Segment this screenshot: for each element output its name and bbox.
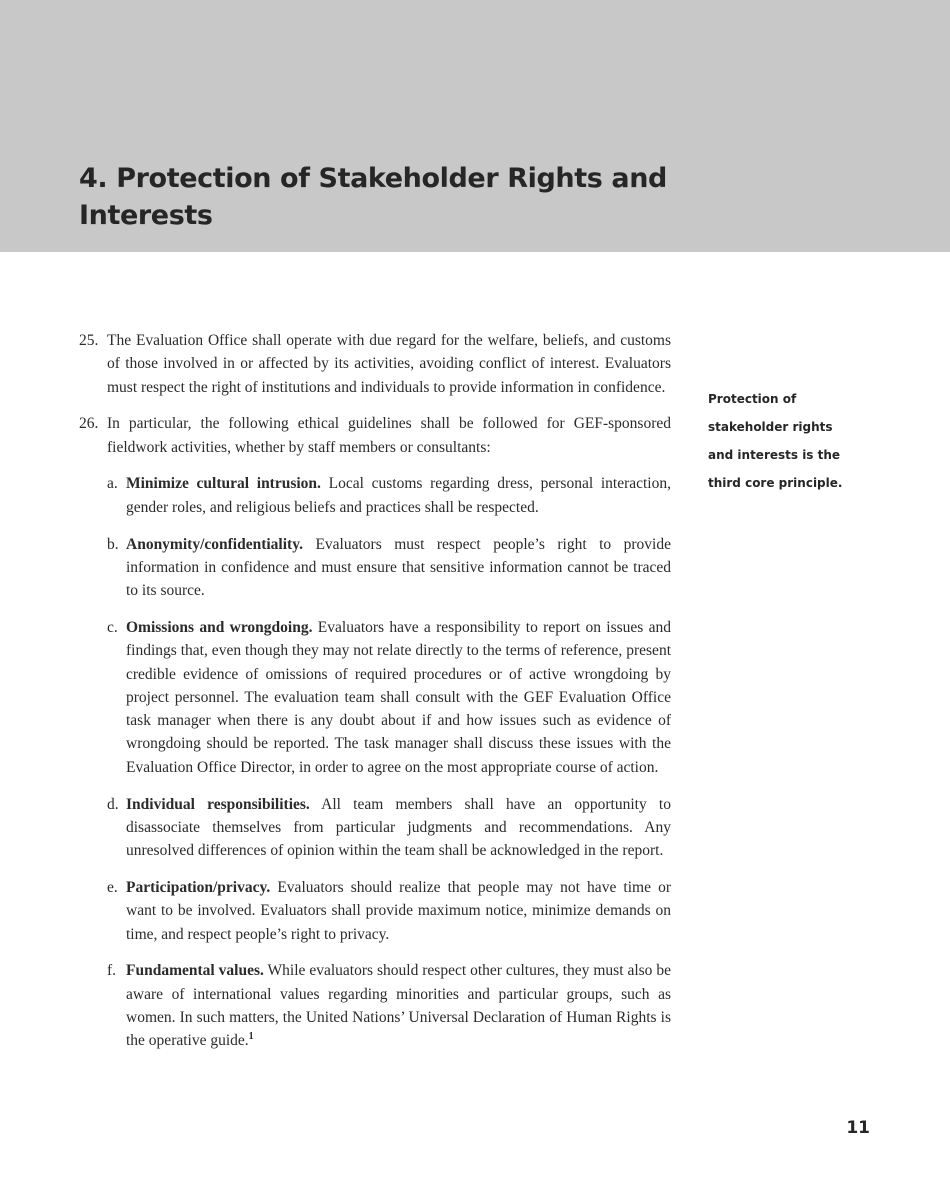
footnote-marker[interactable]: 1: [248, 1031, 254, 1043]
guideline-text: Evaluators must respect people’s right to provide information in confidence and must ensure that sensitive information cannot be traced to its source.: [126, 535, 671, 600]
guideline-item: [79, 616, 671, 779]
guideline-term: Individual responsibilities.: [126, 795, 310, 813]
guideline-term: Anonymity/confidentiality.: [126, 535, 303, 553]
guideline-item: [79, 876, 671, 946]
guideline-text: Evaluators should realize that people may not have time or want to be involved. Evaluators shall provide maximum notice, minimize demands on time, and respect people’s right to privacy.: [126, 878, 671, 943]
guideline-item: [79, 533, 671, 603]
guideline-text: While evaluators should respect other cultures, they must also be aware of international values regarding minorities and particular groups, such as women. In such matters, the United Nations’ Universal Declaration of Human Rights is the operative guide.: [126, 962, 671, 1050]
main-body-text: [79, 329, 671, 1066]
paragraph-text: The Evaluation Office shall operate with due regard for the welfare, beliefs, and customs of those involved in or affected by its activities, avoiding conflict of interest. Evaluators must respect the right of institutions and individuals to provide information in confidence.: [107, 332, 671, 396]
guideline-term: Fundamental values.: [126, 962, 264, 980]
guideline-text: All team members shall have an opportunity to disassociate themselves from particular judgments and recommendations. Any unresolved differences of opinion within the team shall be acknowledged in the report.: [126, 795, 671, 860]
guideline-item: [79, 472, 671, 519]
guideline-text: Local customs regarding dress, personal interaction, gender roles, and religious beliefs and practices shall be respected.: [126, 475, 671, 516]
margin-note: Protection of stakeholder rights and interests is the third core principle.: [708, 392, 843, 490]
paragraph-text: In particular, the following ethical guidelines shall be followed for GEF-sponsored fieldwork activities, whether by staff members or consultants:: [107, 415, 671, 456]
paragraph-number: 25.: [79, 332, 99, 349]
guideline-letter: c.: [107, 618, 118, 636]
guideline-letter: d.: [107, 795, 119, 813]
chapter-title: 4. Protection of Stakeholder Rights and Interests: [79, 163, 667, 231]
guideline-item: [79, 959, 671, 1052]
guideline-term: Omissions and wrongdoing.: [126, 618, 313, 636]
guideline-item: [79, 793, 671, 863]
guideline-letter: b.: [107, 535, 119, 553]
guideline-text: Evaluators have a responsibility to report on issues and findings that, even though they may not relate directly to the terms of reference, present credible evidence of omissions of required procedures or of active wrongdoing by project personnel. The evaluation team shall consult with the GEF Evaluation Office task manager when there is any doubt about if and how issues such as evidence of wrongdoing should be reported. The task manager shall discuss these issues with the Evaluation Office Director, in order to agree on the most appropriate course of action.: [126, 618, 671, 776]
page-number: 11: [846, 1118, 870, 1138]
guideline-letter: e.: [107, 878, 118, 896]
paragraph-25: [79, 329, 671, 399]
guideline-letter: a.: [107, 475, 118, 493]
guideline-term: Minimize cultural intrusion.: [126, 475, 321, 493]
guideline-letter: f.: [107, 962, 117, 980]
paragraph-26: [79, 412, 671, 459]
chapter-header-band: [0, 0, 950, 252]
paragraph-number: 26.: [79, 415, 99, 433]
guideline-term: Participation/privacy.: [126, 878, 271, 896]
